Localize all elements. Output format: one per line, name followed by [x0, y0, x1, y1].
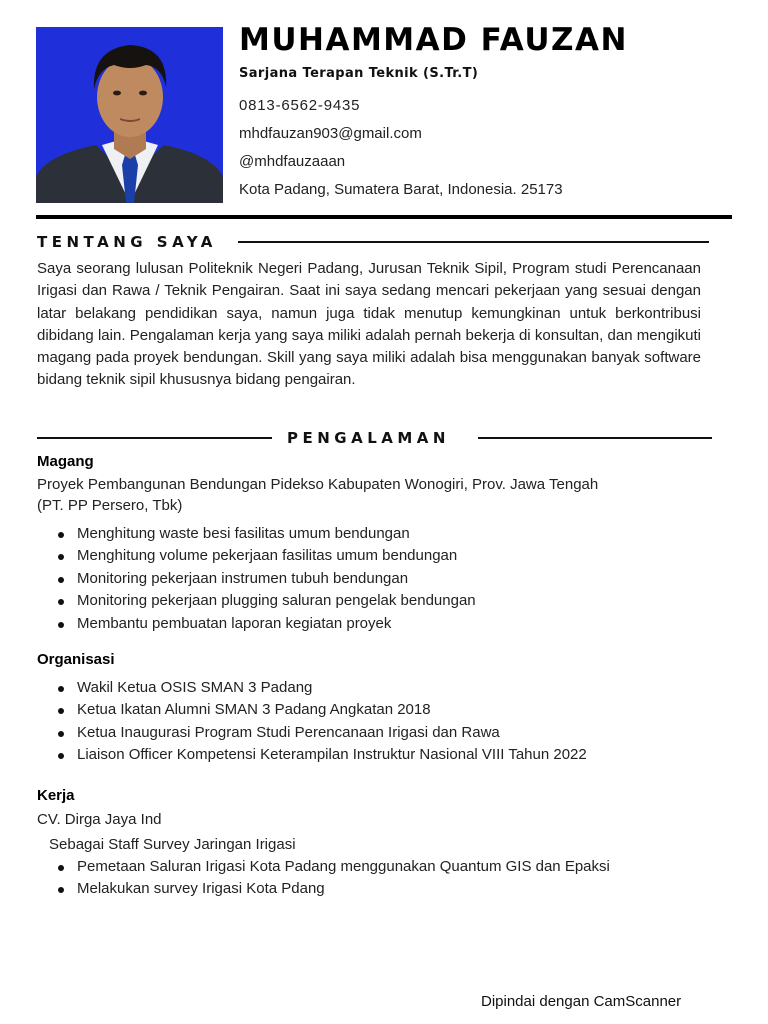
list-item: Pemetaan Saluran Irigasi Kota Padang menggunakan Quantum GIS dan Epaksi — [56, 856, 610, 878]
about-heading: TENTANG SAYA — [37, 233, 217, 251]
list-item: Ketua Ikatan Alumni SMAN 3 Padang Angkatan 2018 — [56, 699, 587, 721]
list-item: Wakil Ketua OSIS SMAN 3 Padang — [56, 677, 587, 699]
phone-number: 0813-6562-9435 — [239, 97, 361, 114]
list-item: Membantu pembuatan laporan kegiatan proyek — [56, 613, 476, 635]
work-role: Sebagai Staff Survey Jaringan Irigasi — [49, 836, 296, 853]
scanner-watermark: Dipindai dengan CamScanner — [481, 993, 682, 1010]
internship-task-list — [56, 523, 476, 635]
list-item: Monitoring pekerjaan instrumen tubuh bendungan — [56, 568, 476, 590]
person-name: MUHAMMAD FAUZAN — [239, 22, 628, 58]
list-item: Liaison Officer Kompetensi Keterampilan Instruktur Nasional VIII Tahun 2022 — [56, 744, 587, 766]
experience-heading: PENGALAMAN — [287, 429, 450, 447]
internship-company: (PT. PP Persero, Tbk) — [37, 497, 183, 514]
work-company: CV. Dirga Jaya Ind — [37, 811, 162, 828]
list-item: Melakukan survey Irigasi Kota Pdang — [56, 878, 610, 900]
experience-rule-left — [37, 437, 272, 439]
internship-project: Proyek Pembangunan Bendungan Pidekso Kabupaten Wonogiri, Prov. Jawa Tengah — [37, 476, 599, 493]
profile-photo — [36, 27, 223, 203]
list-item: Monitoring pekerjaan plugging saluran pengelak bendungan — [56, 590, 476, 612]
email-address: mhdfauzan903@gmail.com — [239, 125, 422, 142]
list-item: Menghitung waste besi fasilitas umum bendungan — [56, 523, 476, 545]
address: Kota Padang, Sumatera Barat, Indonesia. 25173 — [239, 181, 563, 198]
list-item: Menghitung volume pekerjaan fasilitas umum bendungan — [56, 545, 476, 567]
degree-title: Sarjana Terapan Teknik (S.Tr.T) — [239, 66, 479, 81]
organization-list — [56, 677, 587, 767]
work-task-list — [56, 856, 610, 901]
social-handle: @mhdfauzaaan — [239, 153, 346, 170]
experience-rule-right — [478, 437, 712, 439]
organization-heading: Organisasi — [37, 651, 115, 668]
about-text: Saya seorang lulusan Politeknik Negeri Padang, Jurusan Teknik Sipil, Program studi Perencanaan Irigasi dan Rawa / Teknik Pengairan. Saat ini saya sedang mencari pekerjaan yang sesuai dengan latar belakang pendidikan saya, namun juga tidak menutup kemungkinan untuk berkontribusi dibidang lain. Pengalaman kerja yang saya miliki adalah pernah bekerja di konsultan, dan mengikuti magang pada proyek bendungan. Skill yang saya miliki adalah bisa menggunakan banyak software bidang teknik sipil khususnya bidang pengairan. — [37, 260, 701, 389]
work-heading: Kerja — [37, 787, 75, 804]
about-heading-rule — [238, 241, 709, 243]
header-divider — [36, 215, 732, 219]
list-item: Ketua Inaugurasi Program Studi Perencanaan Irigasi dan Rawa — [56, 722, 587, 744]
internship-heading: Magang — [37, 453, 94, 470]
